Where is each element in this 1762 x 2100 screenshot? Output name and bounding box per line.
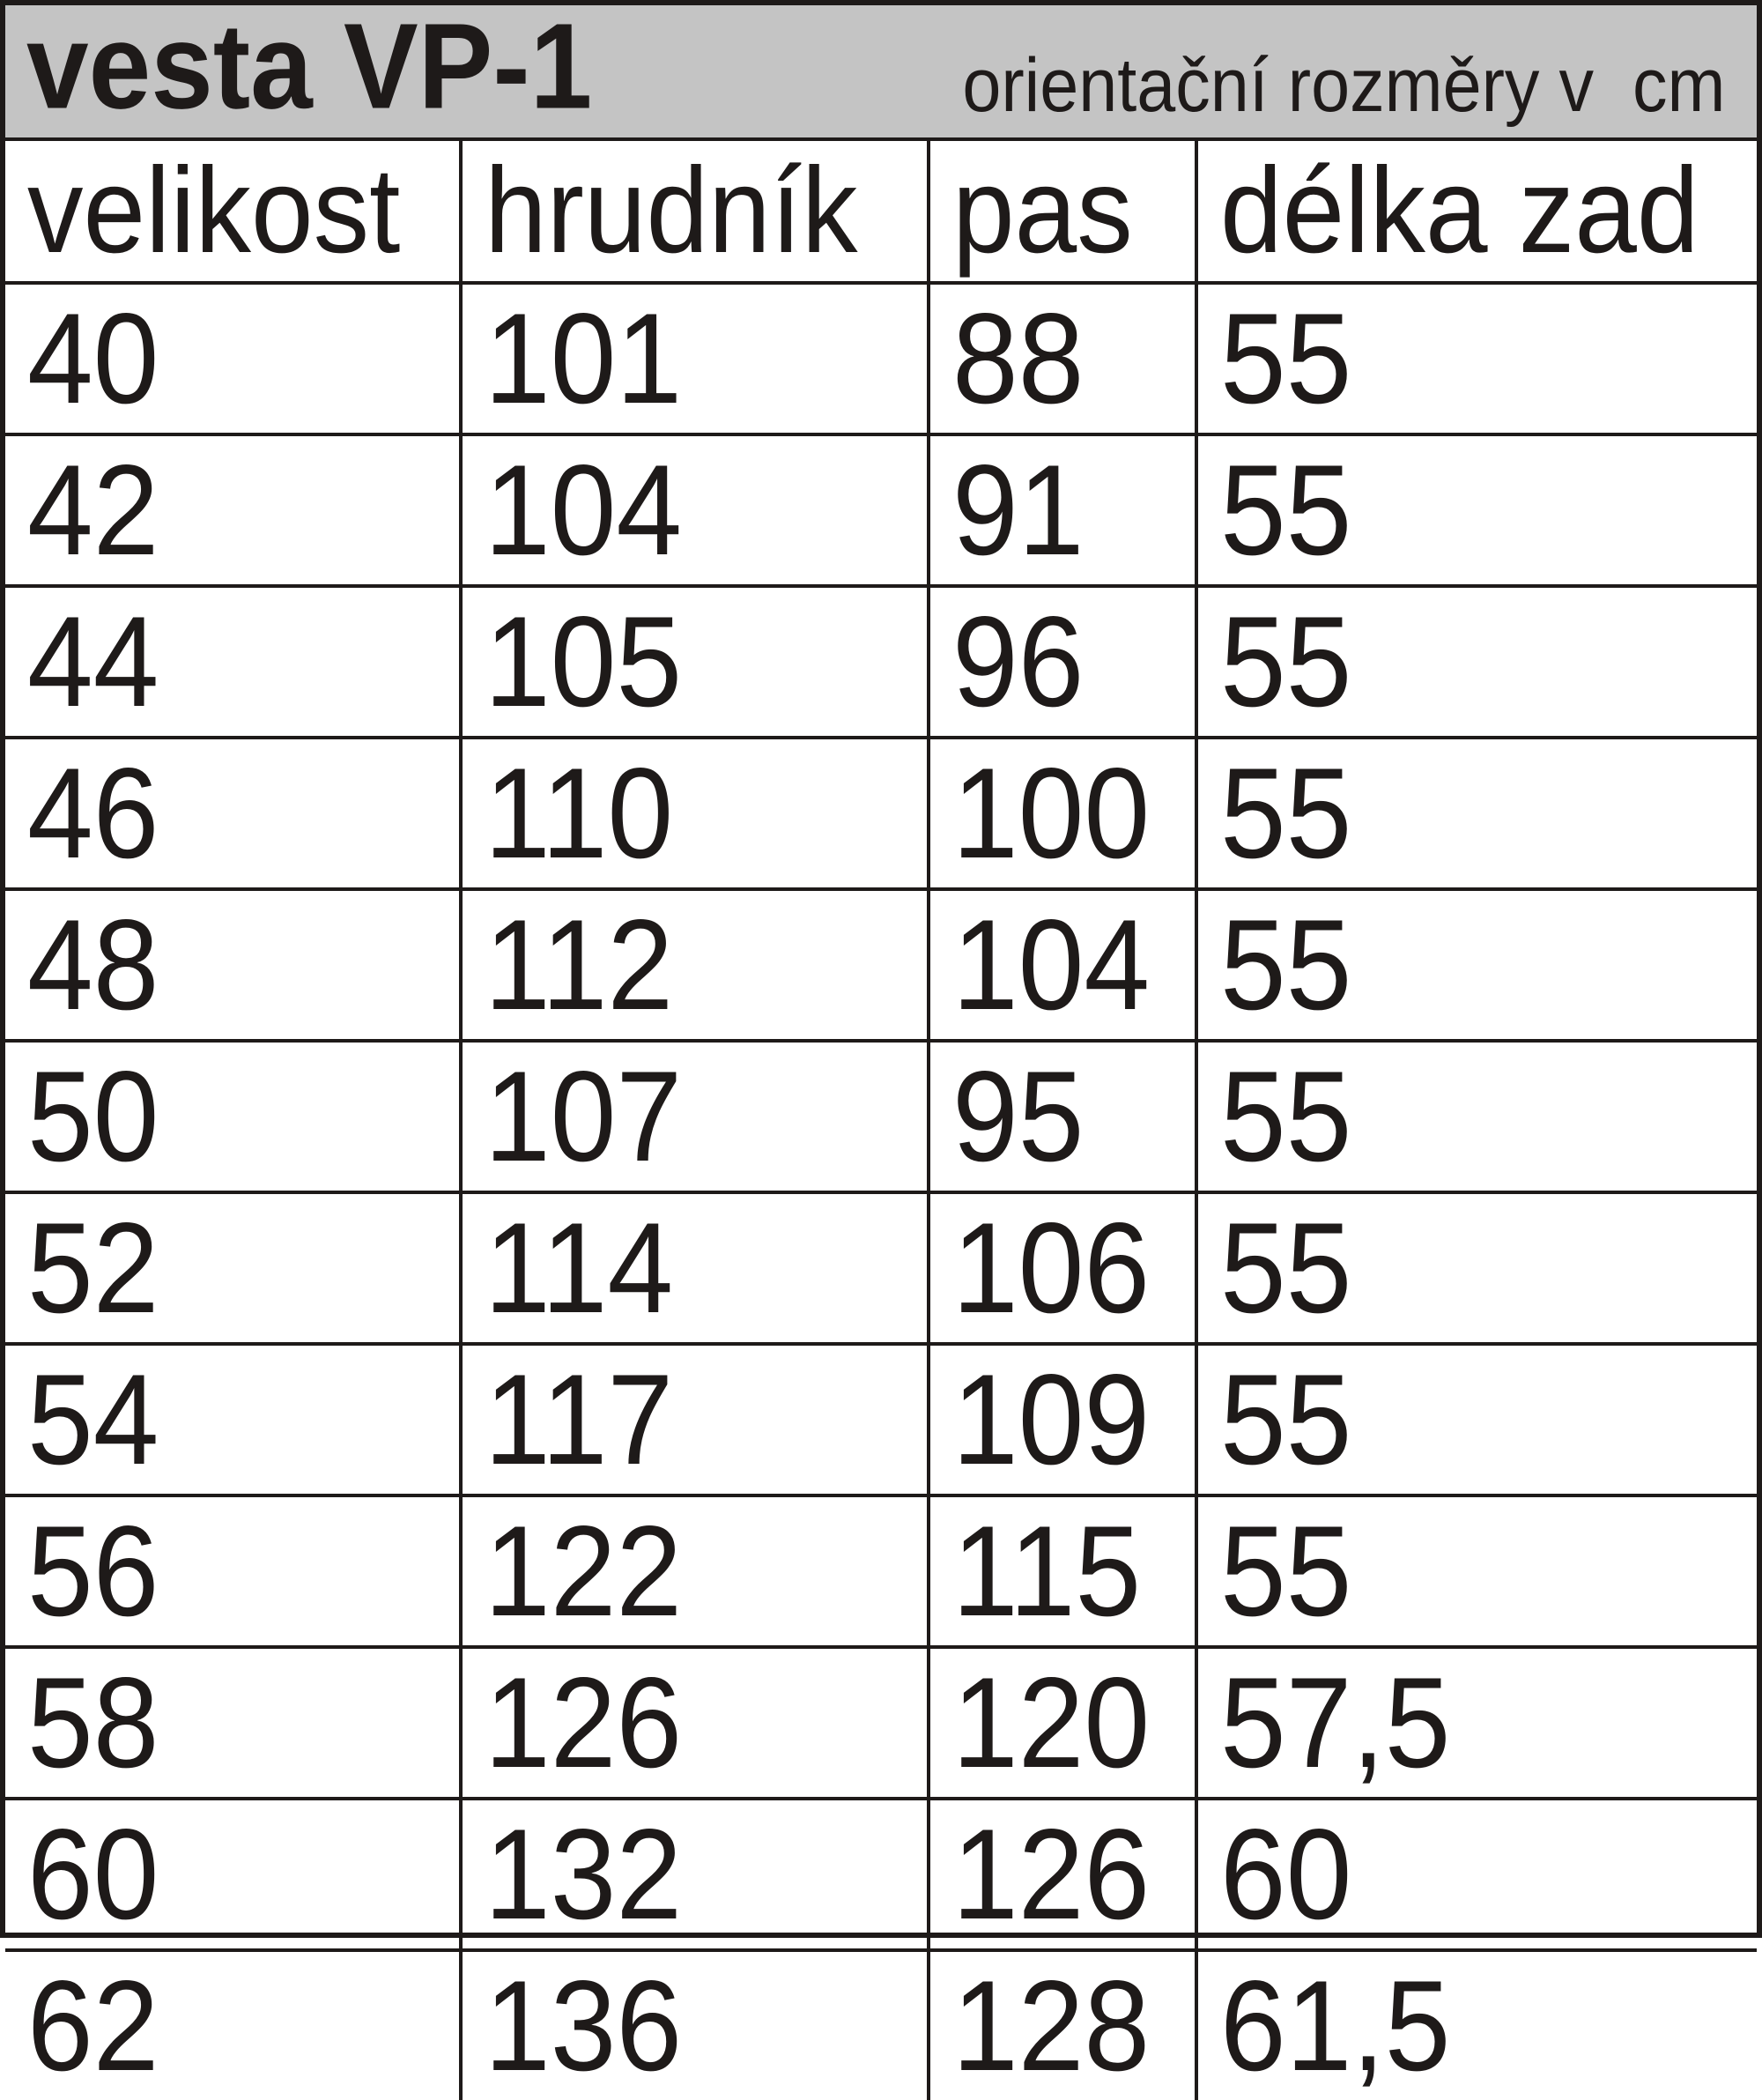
cell-delka-zad [1196,738,1757,889]
cell-pas [929,1344,1196,1495]
cell-hrudnik [461,1344,929,1495]
size-row [5,434,1757,586]
cell-pas [929,738,1196,889]
cell-value: 55 [1219,1196,1352,1339]
cell-delka-zad [1196,1041,1757,1192]
cell-value: 55 [1219,590,1352,733]
header-label: délka zad [1219,143,1699,278]
cell-value: 107 [484,1044,682,1188]
cell-velikost [5,283,461,434]
cell-pas [929,434,1196,586]
cell-delka-zad [1196,283,1757,434]
cell-velikost [5,1950,461,2100]
cell-pas [929,1495,1196,1647]
cell-delka-zad [1196,586,1757,738]
units-note: orientační rozměry v cm [961,43,1725,128]
size-row [5,1192,1757,1344]
cell-value: 96 [951,590,1085,733]
cell-delka-zad [1196,889,1757,1041]
cell-velikost [5,586,461,738]
cell-value: 120 [951,1651,1150,1794]
cell-delka-zad [1196,1495,1757,1647]
cell-value: 104 [484,438,682,582]
cell-value: 61,5 [1219,1954,1451,2097]
cell-value: 106 [951,1196,1150,1339]
cell-value: 88 [951,286,1085,430]
cell-hrudnik [461,1647,929,1799]
cell-value: 42 [27,438,159,582]
header-row [5,141,1757,283]
cell-delka-zad [1196,1192,1757,1344]
size-row [5,1647,1757,1799]
size-row [5,283,1757,434]
cell-value: 126 [484,1651,682,1794]
cell-value: 54 [27,1347,159,1491]
cell-value: 136 [484,1954,682,2097]
cell-delka-zad [1196,434,1757,586]
cell-delka-zad [1196,1344,1757,1495]
cell-velikost [5,1647,461,1799]
cell-value: 58 [27,1651,159,1794]
cell-value: 95 [951,1044,1085,1188]
cell-value: 52 [27,1196,159,1339]
cell-hrudnik [461,1495,929,1647]
cell-velikost [5,738,461,889]
cell-value: 132 [484,1802,682,1946]
cell-pas [929,1192,1196,1344]
cell-pas [929,1041,1196,1192]
size-row [5,1041,1757,1192]
cell-value: 55 [1219,438,1352,582]
header-label: velikost [27,143,401,278]
size-row [5,738,1757,889]
cell-value: 55 [1219,741,1352,885]
cell-velikost [5,1041,461,1192]
size-row [5,1495,1757,1647]
cell-hrudnik [461,283,929,434]
cell-pas [929,1950,1196,2100]
cell-velikost [5,1192,461,1344]
cell-value: 60 [1219,1802,1352,1946]
cell-value: 104 [951,893,1150,1036]
cell-value: 46 [27,741,159,885]
cell-value: 117 [484,1347,674,1491]
cell-value: 91 [951,438,1085,582]
cell-value: 55 [1219,893,1352,1036]
chart-title: vesta VP-1 [26,0,593,135]
cell-value: 100 [951,741,1150,885]
header-label: hrudník [484,143,858,278]
cell-velikost [5,1495,461,1647]
header-cell-hrudnik [461,141,929,283]
cell-velikost [5,434,461,586]
header-cell-pas [929,141,1196,283]
size-row [5,889,1757,1041]
size-row [5,1950,1757,2100]
cell-value: 50 [27,1044,159,1188]
header-label: pas [951,143,1133,278]
header-cell-velikost [5,141,461,283]
cell-delka-zad [1196,1799,1757,1950]
cell-value: 60 [27,1802,159,1946]
cell-hrudnik [461,1041,929,1192]
cell-velikost [5,889,461,1041]
cell-value: 115 [951,1499,1141,1643]
size-row [5,1799,1757,1950]
cell-value: 55 [1219,286,1352,430]
cell-hrudnik [461,1192,929,1344]
cell-value: 101 [484,286,682,430]
cell-pas [929,283,1196,434]
cell-delka-zad [1196,1950,1757,2100]
cell-value: 55 [1219,1499,1352,1643]
cell-hrudnik [461,434,929,586]
cell-pas [929,1799,1196,1950]
cell-value: 40 [27,286,159,430]
cell-hrudnik [461,889,929,1041]
title-band [5,0,1757,141]
cell-value: 55 [1219,1347,1352,1491]
cell-pas [929,889,1196,1041]
cell-pas [929,586,1196,738]
cell-value: 105 [484,590,682,733]
cell-hrudnik [461,738,929,889]
cell-value: 55 [1219,1044,1352,1188]
cell-value: 114 [484,1196,674,1339]
cell-value: 110 [484,741,674,885]
size-row [5,586,1757,738]
cell-value: 126 [951,1802,1150,1946]
cell-value: 48 [27,893,159,1036]
size-table [5,141,1757,2100]
cell-value: 57,5 [1219,1651,1451,1794]
cell-velikost [5,1344,461,1495]
cell-velikost [5,1799,461,1950]
header-cell-delka-zad [1196,141,1757,283]
cell-value: 62 [27,1954,159,2097]
cell-value: 112 [484,893,674,1036]
size-row [5,1344,1757,1495]
cell-delka-zad [1196,1647,1757,1799]
cell-value: 122 [484,1499,682,1643]
cell-value: 56 [27,1499,159,1643]
cell-value: 44 [27,590,159,733]
cell-hrudnik [461,586,929,738]
cell-hrudnik [461,1950,929,2100]
cell-value: 128 [951,1954,1150,2097]
cell-pas [929,1647,1196,1799]
cell-value: 109 [951,1347,1150,1491]
cell-hrudnik [461,1799,929,1950]
